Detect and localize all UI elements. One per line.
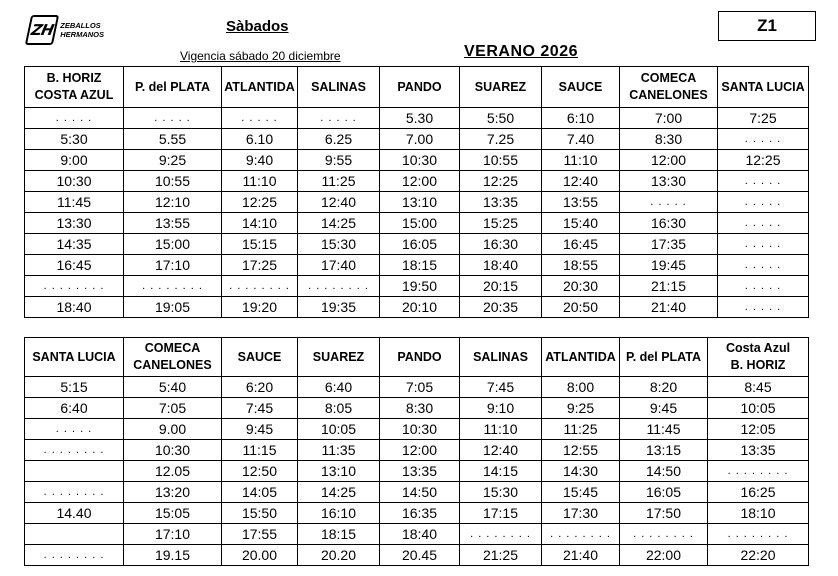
time-cell: 13:10 xyxy=(380,192,460,213)
time-cell: 6:10 xyxy=(542,108,620,129)
time-cell: 19:35 xyxy=(298,297,380,318)
table-row xyxy=(25,524,809,545)
column-header-line: B. HORIZ xyxy=(46,71,102,85)
column-header xyxy=(25,338,124,377)
column-header-line: P. del PLATA xyxy=(625,349,701,364)
time-cell: . . . . . xyxy=(620,192,718,213)
column-header-line: CANELONES xyxy=(133,358,212,372)
time-cell: 16:05 xyxy=(380,234,460,255)
time-cell: 10:05 xyxy=(708,398,809,419)
header-row xyxy=(25,338,809,377)
table-row xyxy=(25,234,809,255)
column-header xyxy=(620,67,718,108)
time-cell: 13:30 xyxy=(25,213,124,234)
time-cell: 5.30 xyxy=(380,108,460,129)
table-row xyxy=(25,276,809,297)
column-header-line: ATLANTIDA xyxy=(224,79,295,94)
table-row xyxy=(25,213,809,234)
time-cell: 12:40 xyxy=(542,171,620,192)
column-header xyxy=(124,67,222,108)
time-cell: 14:35 xyxy=(25,234,124,255)
column-header xyxy=(708,338,809,377)
time-cell: 6:20 xyxy=(222,377,298,398)
table-row xyxy=(25,192,809,213)
time-cell: . . . . . . . . xyxy=(708,461,809,482)
column-header-line: SALINAS xyxy=(473,349,528,364)
time-cell: 20.00 xyxy=(222,545,298,566)
company-name-line1: ZEBALLOS xyxy=(60,21,101,30)
time-cell: 5:40 xyxy=(124,377,222,398)
time-cell: 13:55 xyxy=(124,213,222,234)
column-header xyxy=(460,338,542,377)
time-cell: 17:30 xyxy=(542,503,620,524)
table-row xyxy=(25,171,809,192)
time-cell: 7:00 xyxy=(620,108,718,129)
time-cell: 11:15 xyxy=(222,440,298,461)
time-cell: 15:05 xyxy=(124,503,222,524)
column-header xyxy=(620,338,708,377)
time-cell: 22:20 xyxy=(708,545,809,566)
column-header xyxy=(542,67,620,108)
time-cell: 13:35 xyxy=(380,461,460,482)
time-cell: 7:25 xyxy=(718,108,809,129)
time-cell: 9.00 xyxy=(124,419,222,440)
time-cell: 17:35 xyxy=(620,234,718,255)
time-cell: 15:30 xyxy=(298,234,380,255)
time-cell: 12:00 xyxy=(380,171,460,192)
column-header-line: PANDO xyxy=(397,79,442,94)
time-cell: 17:50 xyxy=(620,503,708,524)
time-cell: 11:25 xyxy=(542,419,620,440)
column-header-line: SANTA LUCIA xyxy=(721,79,805,94)
time-cell: 15:40 xyxy=(542,213,620,234)
time-cell: 12:05 xyxy=(708,419,809,440)
time-cell: 12:25 xyxy=(718,150,809,171)
table-row xyxy=(25,461,809,482)
time-cell: 17:10 xyxy=(124,524,222,545)
time-cell: 11:10 xyxy=(542,150,620,171)
table-row xyxy=(25,545,809,566)
time-cell: 13:15 xyxy=(620,440,708,461)
time-cell: 6:40 xyxy=(25,398,124,419)
time-cell: 10:55 xyxy=(460,150,542,171)
time-cell: 16:25 xyxy=(708,482,809,503)
time-cell: 14:05 xyxy=(222,482,298,503)
time-cell: 7:45 xyxy=(460,377,542,398)
column-header xyxy=(380,338,460,377)
time-cell xyxy=(25,524,124,545)
time-cell: 12:40 xyxy=(460,440,542,461)
company-name-line2: HERMANOS xyxy=(60,30,104,39)
time-cell: 12.05 xyxy=(124,461,222,482)
column-header xyxy=(222,67,298,108)
time-cell: 15:00 xyxy=(124,234,222,255)
time-cell: 10:30 xyxy=(25,171,124,192)
time-cell: 13:35 xyxy=(460,192,542,213)
time-cell: 9:25 xyxy=(124,150,222,171)
time-cell: 15:15 xyxy=(222,234,298,255)
time-cell: . . . . . xyxy=(298,108,380,129)
time-cell: 7.40 xyxy=(542,129,620,150)
time-cell: 9:00 xyxy=(25,150,124,171)
time-cell: 16:30 xyxy=(460,234,542,255)
time-cell: . . . . . xyxy=(222,108,298,129)
time-cell: 8:30 xyxy=(380,398,460,419)
time-cell: 11:10 xyxy=(222,171,298,192)
time-cell: 14.40 xyxy=(25,503,124,524)
time-cell: 10:30 xyxy=(124,440,222,461)
table-row xyxy=(25,398,809,419)
time-cell: 6:40 xyxy=(298,377,380,398)
time-cell: 12:55 xyxy=(542,440,620,461)
time-cell: 7:45 xyxy=(222,398,298,419)
table-row xyxy=(25,150,809,171)
time-cell: 13:35 xyxy=(708,440,809,461)
time-cell: 5.55 xyxy=(124,129,222,150)
time-cell: 12:25 xyxy=(222,192,298,213)
time-cell: . . . . . xyxy=(718,297,809,318)
time-cell: . . . . . xyxy=(718,255,809,276)
time-cell: 17:15 xyxy=(460,503,542,524)
time-cell: 8:20 xyxy=(620,377,708,398)
column-header-line: B. HORIZ xyxy=(730,358,786,372)
route-badge: Z1 xyxy=(718,11,816,41)
time-cell: . . . . . xyxy=(718,213,809,234)
column-header-line: SAUCE xyxy=(558,79,603,94)
time-cell: 19:05 xyxy=(124,297,222,318)
column-header-line: P. del PLATA xyxy=(134,79,210,94)
time-cell: . . . . . . . . xyxy=(620,524,708,545)
time-cell: 20.45 xyxy=(380,545,460,566)
column-header-line: COSTA AZUL xyxy=(34,88,114,102)
time-cell: 18:40 xyxy=(25,297,124,318)
table-row xyxy=(25,440,809,461)
time-cell: 6.25 xyxy=(298,129,380,150)
time-cell: . . . . . . . . xyxy=(708,524,809,545)
time-cell: . . . . . . . . xyxy=(124,276,222,297)
time-cell: 18:55 xyxy=(542,255,620,276)
table-row xyxy=(25,108,809,129)
time-cell: . . . . . . . . xyxy=(25,545,124,566)
time-cell: . . . . . xyxy=(25,419,124,440)
time-cell: 14:30 xyxy=(542,461,620,482)
time-cell: 18:10 xyxy=(708,503,809,524)
season-title: VERANO 2026 xyxy=(464,43,578,60)
time-cell: 20:15 xyxy=(460,276,542,297)
time-cell: 7:05 xyxy=(124,398,222,419)
time-cell: 9:45 xyxy=(620,398,708,419)
time-cell: 17:40 xyxy=(298,255,380,276)
time-cell: . . . . . . . . xyxy=(25,276,124,297)
time-cell: . . . . . . . . xyxy=(25,440,124,461)
time-cell: 21:40 xyxy=(620,297,718,318)
time-cell: 18:15 xyxy=(298,524,380,545)
schedule-day: Sàbados xyxy=(226,18,289,35)
time-cell xyxy=(25,461,124,482)
time-cell: 9:25 xyxy=(542,398,620,419)
time-cell: 13:55 xyxy=(542,192,620,213)
time-cell: 9:45 xyxy=(222,419,298,440)
time-cell: 8:05 xyxy=(298,398,380,419)
time-cell: 12:50 xyxy=(222,461,298,482)
table-row xyxy=(25,482,809,503)
column-header-line: PANDO xyxy=(397,349,442,364)
time-cell: 10:55 xyxy=(124,171,222,192)
time-cell: 10:30 xyxy=(380,150,460,171)
time-cell: 9:55 xyxy=(298,150,380,171)
time-cell: 16:45 xyxy=(542,234,620,255)
time-cell: 7:05 xyxy=(380,377,460,398)
time-cell: 16:35 xyxy=(380,503,460,524)
time-cell: 15:25 xyxy=(460,213,542,234)
zh-logo-mark: ZH xyxy=(25,15,60,45)
validity-note: Vigencia sábado 20 diciembre xyxy=(180,49,341,63)
time-cell: 7.00 xyxy=(380,129,460,150)
time-cell: 19:50 xyxy=(380,276,460,297)
column-header-line: CANELONES xyxy=(629,88,708,102)
column-header-line: SAUCE xyxy=(237,349,282,364)
time-cell: . . . . . xyxy=(124,108,222,129)
time-cell: 16:45 xyxy=(25,255,124,276)
time-cell: 7.25 xyxy=(460,129,542,150)
column-header xyxy=(298,67,380,108)
time-cell: 17:25 xyxy=(222,255,298,276)
time-cell: 12:10 xyxy=(124,192,222,213)
column-header xyxy=(460,67,542,108)
column-header xyxy=(380,67,460,108)
time-cell: 10:30 xyxy=(380,419,460,440)
time-cell: 15:00 xyxy=(380,213,460,234)
time-cell: 20:10 xyxy=(380,297,460,318)
time-cell: . . . . . xyxy=(718,129,809,150)
time-cell: 13:30 xyxy=(620,171,718,192)
time-cell: 14:15 xyxy=(460,461,542,482)
time-cell: 11:25 xyxy=(298,171,380,192)
table-row xyxy=(25,297,809,318)
time-cell: 14:50 xyxy=(380,482,460,503)
time-cell: 5:15 xyxy=(25,377,124,398)
time-cell: 13:10 xyxy=(298,461,380,482)
time-cell: 20:50 xyxy=(542,297,620,318)
time-cell: 20.20 xyxy=(298,545,380,566)
time-cell: . . . . . xyxy=(25,108,124,129)
column-header-line: SALINAS xyxy=(311,79,366,94)
time-cell: 9:10 xyxy=(460,398,542,419)
time-cell: 14:10 xyxy=(222,213,298,234)
time-cell: 20:30 xyxy=(542,276,620,297)
column-header-line: COMECA xyxy=(144,341,201,355)
time-cell: 15:30 xyxy=(460,482,542,503)
table-row xyxy=(25,255,809,276)
time-cell: 16:30 xyxy=(620,213,718,234)
company-name xyxy=(60,21,104,39)
time-cell: 8:30 xyxy=(620,129,718,150)
time-cell: 17:10 xyxy=(124,255,222,276)
time-cell: 12:00 xyxy=(380,440,460,461)
time-cell: 15:45 xyxy=(542,482,620,503)
time-cell: 14:25 xyxy=(298,213,380,234)
column-header xyxy=(718,67,809,108)
time-cell: . . . . . xyxy=(718,234,809,255)
column-header xyxy=(542,338,620,377)
time-cell: . . . . . . . . xyxy=(542,524,620,545)
time-cell: 18:40 xyxy=(460,255,542,276)
time-cell: 21:15 xyxy=(620,276,718,297)
time-cell: 11:10 xyxy=(460,419,542,440)
column-header-line: ATLANTIDA xyxy=(545,349,616,364)
time-cell: 14:25 xyxy=(298,482,380,503)
time-cell: 22:00 xyxy=(620,545,708,566)
time-cell: 10:05 xyxy=(298,419,380,440)
outbound-timetable xyxy=(24,66,809,318)
column-header xyxy=(298,338,380,377)
time-cell: 19:45 xyxy=(620,255,718,276)
time-cell: 19:20 xyxy=(222,297,298,318)
table-row xyxy=(25,377,809,398)
time-cell: 21:25 xyxy=(460,545,542,566)
time-cell: 18:40 xyxy=(380,524,460,545)
column-header xyxy=(25,67,124,108)
return-timetable xyxy=(24,337,809,566)
column-header-line: COMECA xyxy=(640,71,697,85)
time-cell: . . . . . xyxy=(718,171,809,192)
column-header-line: SUAREZ xyxy=(312,349,365,364)
time-cell: 16:05 xyxy=(620,482,708,503)
time-cell: 6.10 xyxy=(222,129,298,150)
header-row xyxy=(25,67,809,108)
time-cell: 19.15 xyxy=(124,545,222,566)
time-cell: 20:35 xyxy=(460,297,542,318)
time-cell: . . . . . xyxy=(718,276,809,297)
column-header-line: SANTA LUCIA xyxy=(32,349,116,364)
time-cell: . . . . . . . . xyxy=(25,482,124,503)
column-header-line: Costa Azul xyxy=(725,341,791,355)
time-cell: 14:50 xyxy=(620,461,708,482)
time-cell: . . . . . . . . xyxy=(460,524,542,545)
time-cell: . . . . . . . . xyxy=(222,276,298,297)
table-row xyxy=(25,129,809,150)
time-cell: 9:40 xyxy=(222,150,298,171)
time-cell: 5:30 xyxy=(25,129,124,150)
time-cell: 18:15 xyxy=(380,255,460,276)
time-cell: 11:35 xyxy=(298,440,380,461)
time-cell: 8:45 xyxy=(708,377,809,398)
time-cell: 11:45 xyxy=(25,192,124,213)
company-logo xyxy=(28,16,104,44)
column-header xyxy=(222,338,298,377)
time-cell: 17:55 xyxy=(222,524,298,545)
column-header xyxy=(124,338,222,377)
time-cell: . . . . . xyxy=(718,192,809,213)
time-cell: 12:40 xyxy=(298,192,380,213)
table-row xyxy=(25,419,809,440)
time-cell: 12:00 xyxy=(620,150,718,171)
time-cell: 13:20 xyxy=(124,482,222,503)
time-cell: 8:00 xyxy=(542,377,620,398)
table-row xyxy=(25,503,809,524)
time-cell: 21:40 xyxy=(542,545,620,566)
time-cell: . . . . . . . . xyxy=(298,276,380,297)
time-cell: 11:45 xyxy=(620,419,708,440)
time-cell: 12:25 xyxy=(460,171,542,192)
time-cell: 15:50 xyxy=(222,503,298,524)
time-cell: 5:50 xyxy=(460,108,542,129)
time-cell: 16:10 xyxy=(298,503,380,524)
column-header-line: SUAREZ xyxy=(474,79,527,94)
